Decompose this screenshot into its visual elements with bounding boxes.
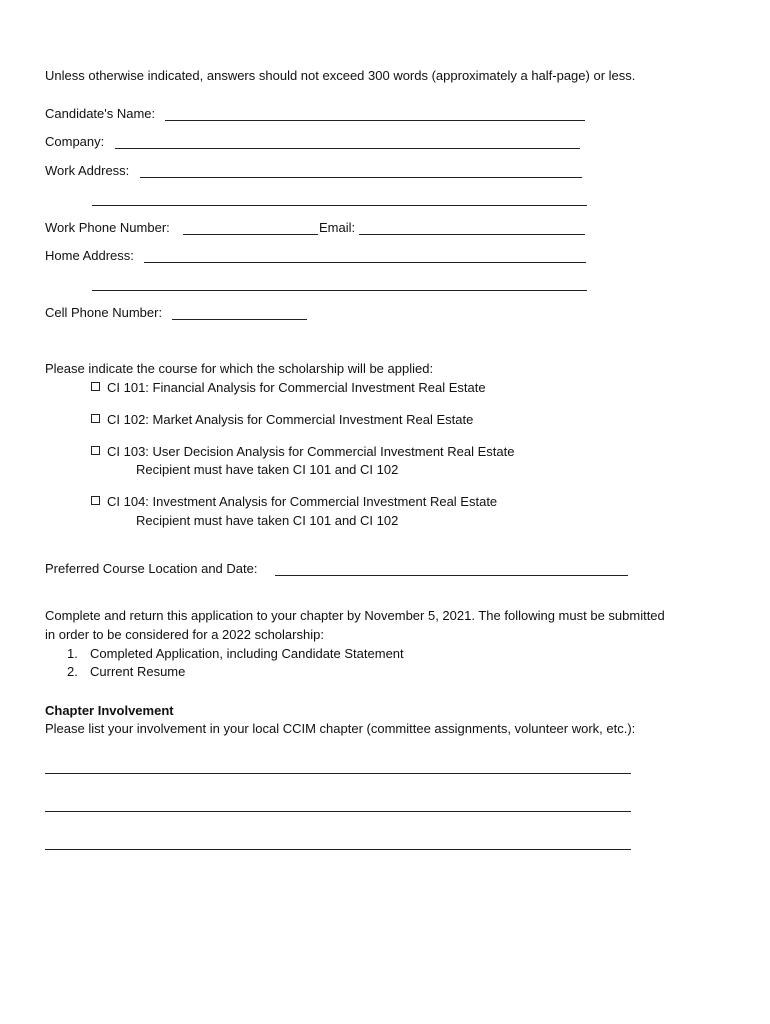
intro-text: Unless otherwise indicated, answers should not exceed 300 words (approximately a half-page) or less. <box>45 68 636 83</box>
checkbox-icon[interactable] <box>91 414 100 423</box>
course-option-ci103[interactable] <box>91 444 515 460</box>
candidate-name-label: Candidate's Name: <box>45 106 156 121</box>
chapter-involvement-field[interactable] <box>45 811 631 812</box>
candidate-name-field[interactable] <box>165 120 585 121</box>
preferred-location-field[interactable] <box>275 575 628 576</box>
submission-text: Complete and return this application to your chapter by November 5, 2021. The following must be submitted <box>45 608 665 623</box>
course-option-ci102[interactable] <box>91 412 473 428</box>
list-number: 1. <box>67 646 78 661</box>
course-label: CI 104: Investment Analysis for Commercial Investment Real Estate <box>107 494 498 509</box>
email-field[interactable] <box>359 234 585 235</box>
list-item: Current Resume <box>90 664 186 679</box>
course-label: CI 101: Financial Analysis for Commercial Investment Real Estate <box>107 380 486 395</box>
work-address-field[interactable] <box>140 177 582 178</box>
course-label: CI 102: Market Analysis for Commercial Investment Real Estate <box>107 412 474 427</box>
list-item: Completed Application, including Candidate Statement <box>90 646 404 661</box>
home-address-field-line-2[interactable] <box>92 290 587 291</box>
home-address-field[interactable] <box>144 262 586 263</box>
chapter-heading: Chapter Involvement <box>45 703 174 718</box>
checkbox-icon[interactable] <box>91 446 100 455</box>
checkbox-icon[interactable] <box>91 382 100 391</box>
course-prompt: Please indicate the course for which the scholarship will be applied: <box>45 361 434 376</box>
course-option-ci104[interactable] <box>91 494 497 510</box>
work-phone-field[interactable] <box>183 234 318 235</box>
course-note: Recipient must have taken CI 101 and CI 102 <box>136 462 399 477</box>
email-label: Email: <box>319 220 356 235</box>
checkbox-icon[interactable] <box>91 496 100 505</box>
cell-phone-field[interactable] <box>172 319 307 320</box>
cell-phone-label: Cell Phone Number: <box>45 305 163 320</box>
chapter-prompt: Please list your involvement in your local CCIM chapter (committee assignments, volunteer work, etc.): <box>45 721 636 736</box>
company-label: Company: <box>45 134 105 149</box>
work-address-label: Work Address: <box>45 163 130 178</box>
work-phone-label: Work Phone Number: <box>45 220 170 235</box>
submission-text: in order to be considered for a 2022 scholarship: <box>45 627 324 642</box>
chapter-involvement-field[interactable] <box>45 849 631 850</box>
course-label: CI 103: User Decision Analysis for Commercial Investment Real Estate <box>107 444 515 459</box>
preferred-location-label: Preferred Course Location and Date: <box>45 561 258 576</box>
list-number: 2. <box>67 664 78 679</box>
course-option-ci101[interactable] <box>91 380 486 396</box>
work-address-field-line-2[interactable] <box>92 205 587 206</box>
company-field[interactable] <box>115 148 580 149</box>
home-address-label: Home Address: <box>45 248 134 263</box>
chapter-involvement-field[interactable] <box>45 773 631 774</box>
course-note: Recipient must have taken CI 101 and CI 102 <box>136 513 399 528</box>
